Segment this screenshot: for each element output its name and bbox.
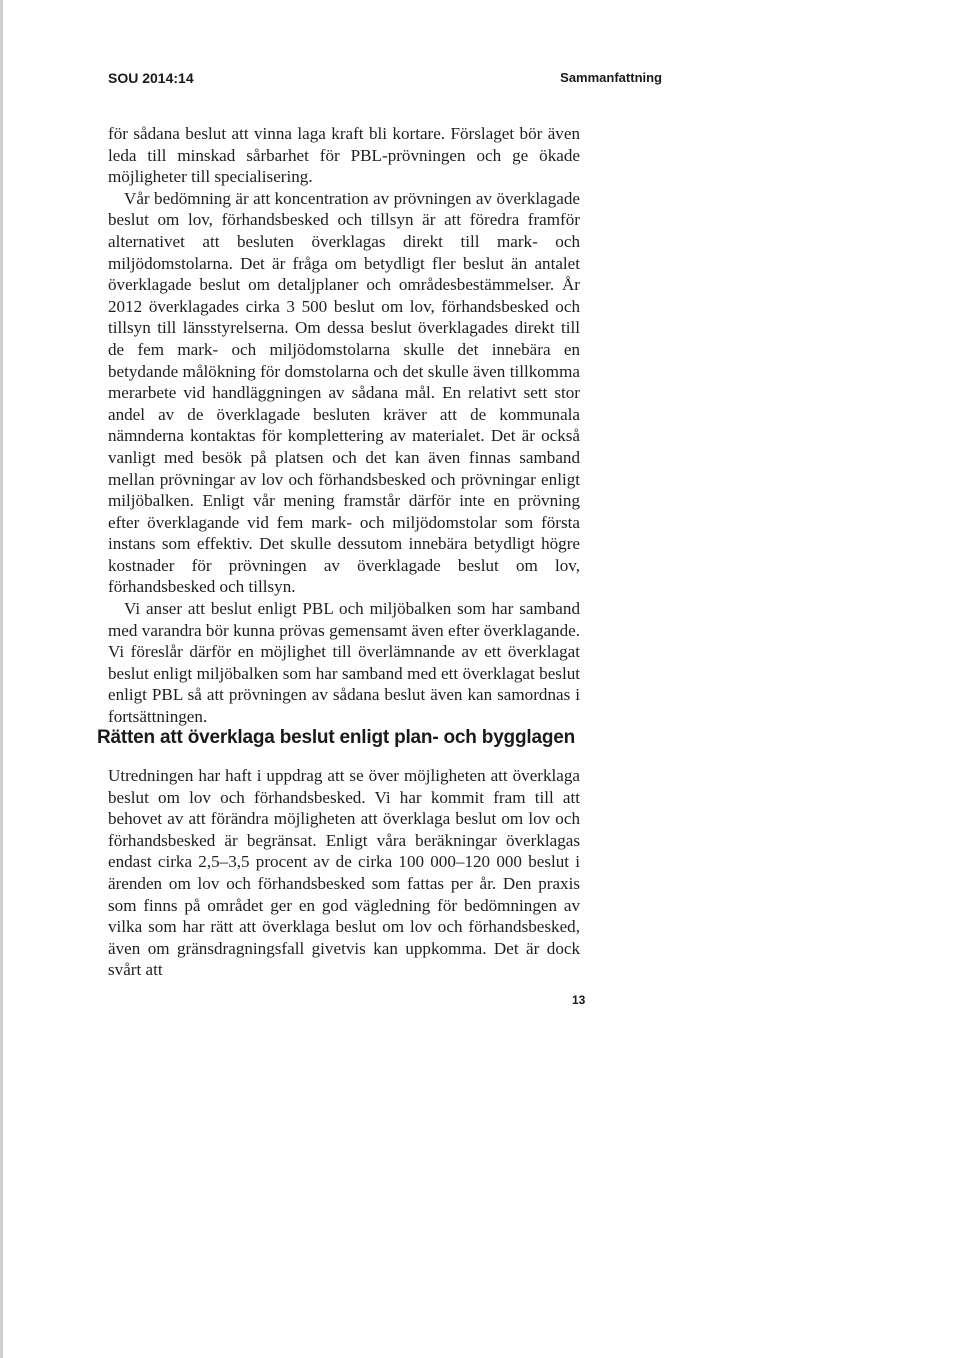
page-number: 13 — [572, 993, 586, 1007]
scan-edge — [0, 0, 3, 1358]
paragraph-continuation: för sådana beslut att vinna laga kraft bli kortare. Förslaget bör även leda till minskad sårbarhet för PBL-prövningen och ge ökade möjligheter till specialisering. — [108, 124, 580, 187]
paragraph-appeal-right: Utredningen har haft i uppdrag att se över möjligheten att överklaga beslut om lov och förhandsbesked. Vi har kommit fram till att behovet av att förändra möjligheten att överklaga beslut om lov och förhandsbesked är begränsat. Enligt våra beräkningar överklagas endast cirka 2,5–3,5 procent av de cirka 100 000–120 000 beslut i ärenden om lov och förhandsbesked som fattas per år. Den praxis som finns på området ger en god vägledning för bedömningen av vilka som har rätt att överklaga beslut om lov och förhandsbesked, även om gränsdragningsfall givetvis kan uppkomma. Det är dock svårt att — [108, 766, 580, 980]
section-text-block — [108, 765, 580, 981]
body-text-block — [108, 123, 580, 728]
section-label: Sammanfattning — [560, 70, 662, 85]
paragraph-joint-review: Vi anser att beslut enligt PBL och miljöbalken som har samband med varandra bör kunna prövas gemensamt även efter överklagande. Vi föreslår därför en möjlighet till överlämnande av ett överklagat beslut enligt miljöbalken som har samband med ett överklagat beslut enligt PBL så att prövningen av sådana beslut även kan samordnas i fortsättningen. — [108, 599, 580, 727]
section-heading: Rätten att överklaga beslut enligt plan- och bygglagen — [97, 727, 575, 748]
report-id: SOU 2014:14 — [108, 70, 194, 86]
paragraph-assessment: Vår bedömning är att koncentration av prövningen av överklagade beslut om lov, förhandsbesked och tillsyn är att föredra framför alternativet att besluten överklagas direkt till mark- och miljödomstolarna. Det är fråga om betydligt fler beslut än antalet överklagade beslut om detaljplaner och områdesbestämmelser. År 2012 överklagades cirka 3 500 beslut om lov, förhandsbesked och tillsyn till länsstyrelserna. Om dessa beslut överklagades direkt till de fem mark- och miljödomstolarna skulle det innebära en betydande målökning för domstolarna och det skulle även tillkomma merarbete vid handläggningen av sådana mål. En relativt sett stor andel av de överklagade besluten kräver att de kommunala nämnderna kontaktas för komplettering av materialet. Det är också vanligt med besök på platsen och det kan även finnas samband mellan prövningar av lov och förhandsbesked och prövningar enligt miljöbalken. Enligt vår mening framstår därför inte en prövning efter överklagande vid fem mark- och miljödomstolar som första instans som effektiv. Det skulle dessutom innebära betydligt högre kostnader för prövningen av överklagade beslut om lov, förhandsbesked och tillsyn. — [108, 188, 580, 597]
